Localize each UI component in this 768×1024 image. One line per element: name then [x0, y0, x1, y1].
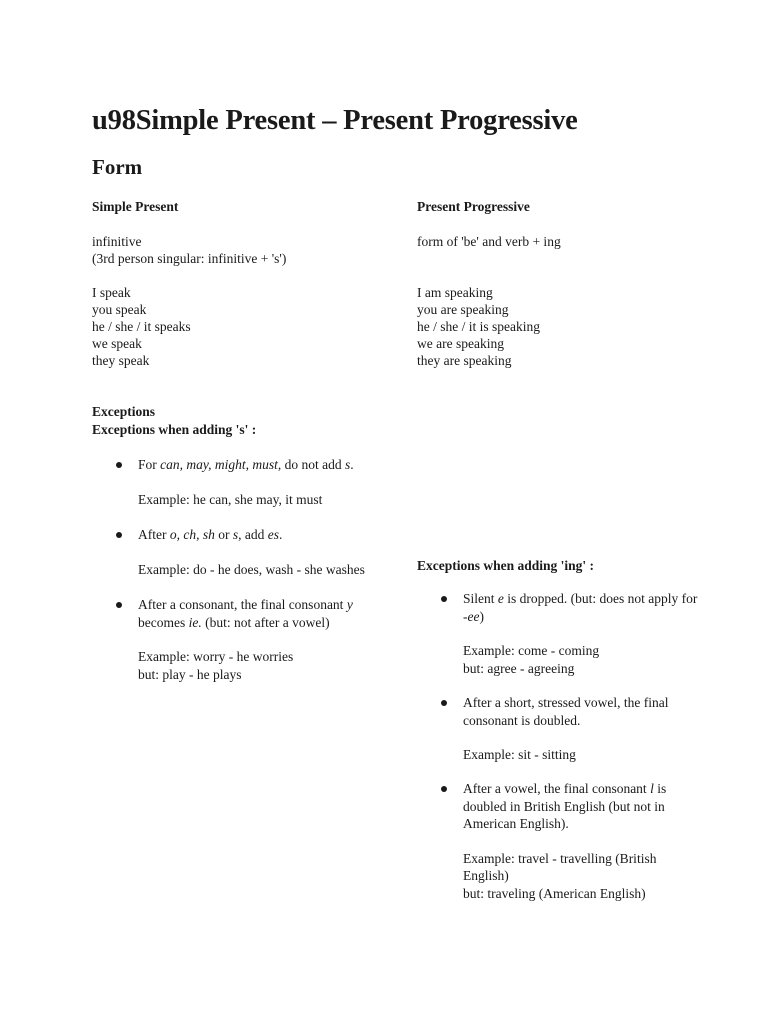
- bullet-text: After a vowel, the final consonant: [463, 781, 651, 796]
- bullet-text: After a short, stressed vowel, the final: [463, 695, 669, 710]
- conjugation-line: you are speaking: [417, 302, 509, 317]
- simple-present-conjugation: [92, 284, 191, 369]
- bullet-text-italic: es: [267, 527, 279, 542]
- conjugation-line: he / she / it is speaking: [417, 319, 540, 334]
- formation-line: infinitive: [92, 234, 142, 249]
- present-progressive-formation: [417, 233, 561, 250]
- section-heading-form: Form: [92, 155, 143, 179]
- bullet-text: American English).: [463, 816, 569, 831]
- bullet-text-italic: s: [345, 457, 351, 472]
- example-text: Example: do - he does, wash - she washes: [138, 561, 365, 577]
- exceptions-heading: Exceptions: [92, 404, 156, 419]
- bullet-text-italic: o, ch, sh: [169, 527, 215, 542]
- conjugation-line: I speak: [92, 285, 131, 300]
- present-progressive-conjugation: [417, 284, 540, 369]
- bullet-text: Silent: [463, 591, 498, 606]
- conjugation-line: we speak: [92, 336, 142, 351]
- example-text: Example: he can, she may, it must: [138, 491, 323, 507]
- simple-present-formation: [92, 233, 286, 267]
- bullet-text: is: [653, 781, 667, 796]
- list-item: [463, 780, 753, 902]
- formation-line: form of 'be' and verb + ing: [417, 234, 561, 249]
- bullet-text: ): [479, 608, 484, 624]
- bullet-text-italic: can, may, might, must: [160, 457, 278, 472]
- conjugation-line: I am speaking: [417, 285, 493, 300]
- list-item: [463, 694, 753, 764]
- bullet-text: .: [279, 527, 283, 542]
- example-text: but: traveling (American English): [463, 885, 646, 901]
- example-text: but: agree - agreeing: [463, 660, 575, 676]
- example-text: Example: come - coming: [463, 643, 600, 658]
- conjugation-line: he / she / it speaks: [92, 319, 191, 334]
- exceptions-s-heading: Exceptions when adding 's' :: [92, 422, 257, 437]
- bullet-icon: [441, 596, 447, 602]
- bullet-icon: [116, 532, 122, 538]
- bullet-text: doubled in British English (but not in: [463, 798, 665, 814]
- present-progressive-heading: Present Progressive: [417, 199, 530, 214]
- bullet-text: After: [138, 527, 170, 542]
- simple-present-heading: Simple Present: [92, 199, 179, 214]
- bullet-icon: [116, 462, 122, 468]
- bullet-text-italic: y: [346, 597, 353, 612]
- bullet-text: or: [214, 527, 233, 542]
- bullet-text: For: [138, 457, 161, 472]
- bullet-text-italic: -ee: [463, 608, 480, 624]
- bullet-text: After a consonant, the final consonant: [138, 597, 347, 612]
- conjugation-line: we are speaking: [417, 336, 504, 351]
- list-item: [138, 526, 428, 578]
- example-text: Example: worry - he worries: [138, 649, 294, 664]
- conjugation-line: you speak: [92, 302, 147, 317]
- bullet-text-italic: l: [650, 781, 654, 796]
- bullet-text: .: [350, 457, 354, 472]
- example-text: English): [463, 868, 509, 883]
- list-item: [138, 596, 428, 683]
- bullet-text: is dropped. (but: does not apply for: [503, 591, 698, 606]
- example-text: but: play - he plays: [138, 666, 242, 682]
- example-text: Example: sit - sitting: [463, 747, 576, 762]
- bullet-text: consonant is doubled.: [463, 712, 581, 728]
- page-title: u98Simple Present – Present Progressive: [92, 105, 578, 136]
- example-text: Example: travel - travelling (British: [463, 850, 657, 866]
- formation-line: (3rd person singular: infinitive + 's'): [92, 251, 287, 266]
- bullet-icon: [116, 602, 122, 608]
- bullet-text-italic: ie.: [188, 614, 202, 630]
- bullet-icon: [441, 786, 447, 792]
- bullet-text: , do not add: [277, 457, 346, 472]
- list-item: [138, 456, 428, 508]
- bullet-text-italic: e: [497, 591, 504, 606]
- bullet-text: (but: not after a vowel): [201, 614, 330, 630]
- exceptions-ing-heading: Exceptions when adding 'ing' :: [417, 558, 595, 573]
- conjugation-line: they speak: [92, 353, 150, 368]
- bullet-icon: [441, 700, 447, 706]
- bullet-text: becomes: [138, 614, 189, 630]
- bullet-text: , add: [238, 527, 268, 542]
- bullet-text-italic: s: [232, 527, 239, 542]
- conjugation-line: they are speaking: [417, 353, 512, 368]
- list-item: [463, 590, 753, 677]
